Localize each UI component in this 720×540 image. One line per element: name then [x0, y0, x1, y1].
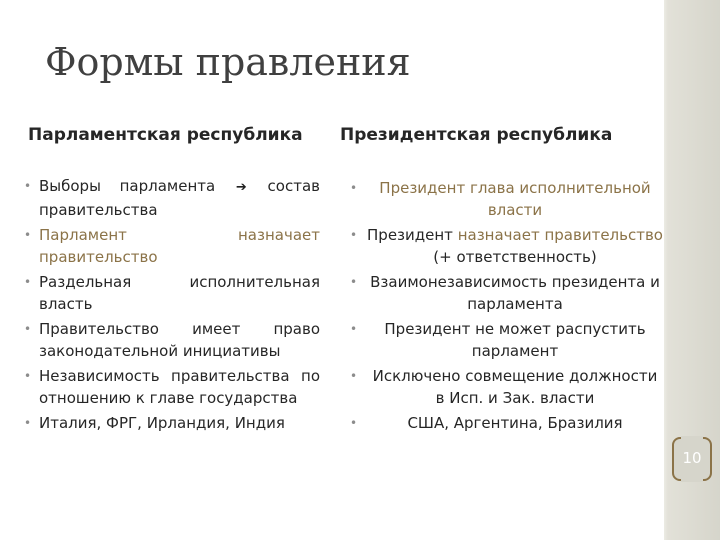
left-column-heading: Парламентская республика	[28, 125, 303, 145]
left-bullet-list	[24, 175, 320, 437]
bullet-icon: •	[350, 322, 358, 336]
bullet-icon: •	[350, 369, 358, 383]
list-item: • Парламент назначает правительство	[24, 226, 320, 266]
list-item: • Взаимонезависимость президента и парламента	[350, 273, 660, 313]
right-bullet-list	[348, 177, 664, 437]
list-item: • Правительство имеет право законодательной инициативы	[24, 320, 320, 360]
bullet-icon: •	[350, 228, 358, 242]
bullet-icon: •	[24, 416, 32, 430]
page-number-badge	[672, 437, 712, 481]
list-item: • Президент не может распустить парламент	[350, 320, 646, 360]
page-number: 10	[682, 449, 702, 467]
slide-title: Формы правления	[45, 40, 411, 84]
bullet-icon: •	[24, 369, 32, 383]
list-item: • Раздельная исполнительная власть	[24, 273, 320, 313]
list-item: • Президент назначает правительство (+ ответственность)	[350, 226, 663, 266]
list-item: • Италия, ФРГ, Ирландия, Индия	[24, 414, 285, 432]
bullet-icon: •	[350, 181, 358, 195]
list-item: • США, Аргентина, Бразилия	[350, 414, 623, 432]
list-item: • Выборы парламента ➔ состав правительства	[24, 177, 320, 219]
list-item: • Президент глава исполнительной власти	[350, 179, 651, 219]
list-item: • Исключено совмещение должности в Исп. и Зак. власти	[350, 367, 658, 407]
bullet-icon: •	[24, 275, 32, 289]
bullet-icon: •	[350, 416, 358, 430]
right-column-heading: Президентская республика	[340, 125, 613, 145]
list-item: • Независимость правительства по отношению к главе государства	[24, 367, 320, 407]
bullet-icon: •	[24, 179, 32, 193]
bullet-icon: •	[24, 322, 32, 336]
right-arrow-icon: ➔	[235, 180, 247, 195]
bullet-icon: •	[350, 275, 358, 289]
bullet-icon: •	[24, 228, 32, 242]
